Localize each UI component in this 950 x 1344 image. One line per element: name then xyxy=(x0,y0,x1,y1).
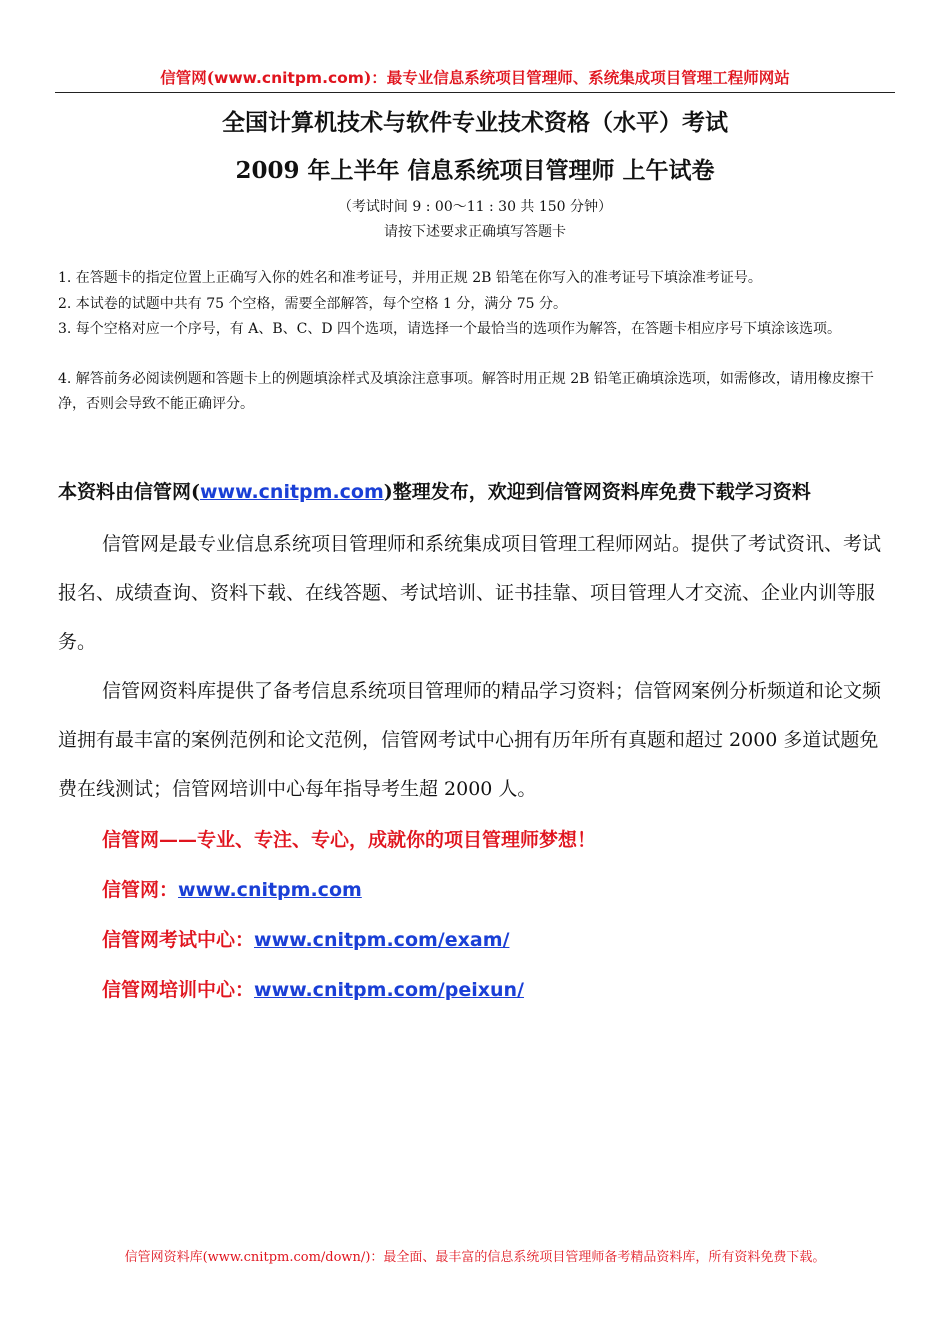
header-divider xyxy=(55,92,895,93)
exam-center-label: 信管网考试中心： xyxy=(102,929,255,951)
slogan-training-center xyxy=(102,975,524,1002)
instruction-note-4: 4. 解答前务必阅读例题和答题卡上的例题填涂样式及填涂注意事项。解答时用正规 2B 铅笔正确填涂选项，如需修改，请用橡皮擦干净，否则会导致不能正确评分。 xyxy=(58,371,874,412)
instruction-note-1: 1. 在答题卡的指定位置上正确写入你的姓名和准考证号，并用正规 2B 铅笔在你写入的准考证号下填涂准考证号。 xyxy=(58,270,762,286)
source-suffix: )整理发布，欢迎到信管网资料库免费下载学习资料 xyxy=(383,481,811,503)
page-header xyxy=(0,66,950,88)
instruction-note-3: 3. 每个空格对应一个序号，有 A、B、C、D 四个选项，请选择一个最恰当的选项作为解答，在答题卡相应序号下填涂该选项。 xyxy=(58,321,842,337)
site-label: 信管网： xyxy=(102,879,179,901)
intro-paragraph: 信管网是最专业信息系统项目管理师和系统集成项目管理工程师网站。提供了考试资讯、考试报名、成绩查询、资料下载、在线答题、考试培训、证书挂靠、项目管理人才交流、企业内训等服务。 xyxy=(58,533,882,653)
training-center-link[interactable]: www.cnitpm.com/peixun/ xyxy=(254,979,524,1001)
header-site-link[interactable]: www.cnitpm.com xyxy=(214,69,364,87)
site-link[interactable]: www.cnitpm.com xyxy=(178,879,362,901)
header-site-name: 信管网( xyxy=(160,68,215,87)
instruction-note-2: 2. 本试卷的试题中共有 75 个空格，需要全部解答，每个空格 1 分，满分 75 分。 xyxy=(58,296,568,312)
paper-title: 2009 年上半年 信息系统项目管理师 上午试卷 xyxy=(235,157,715,184)
page-footer: 信管网资料库(www.cnitpm.com/down/)：最全面、最丰富的信息系统项目管理师备考精品资料库，所有资料免费下载。 xyxy=(124,1250,826,1265)
exam-title: 全国计算机技术与软件专业技术资格（水平）考试 xyxy=(222,109,728,136)
training-center-label: 信管网培训中心： xyxy=(102,979,255,1001)
exam-center-link[interactable]: www.cnitpm.com/exam/ xyxy=(254,929,510,951)
resources-paragraph: 信管网资料库提供了备考信息系统项目管理师的精品学习资料；信管网案例分析频道和论文频道拥有最丰富的案例范例和论文范例，信管网考试中心拥有历年所有真题和超过 2000 多道试题免费在线测试；信管网培训中心每年指导考生超 2000 人。 xyxy=(58,680,882,800)
answer-sheet-instruction: 请按下述要求正确填写答题卡 xyxy=(384,224,566,240)
header-tagline: )：最专业信息系统项目管理师、系统集成项目管理工程师网站 xyxy=(363,68,790,87)
source-statement xyxy=(58,477,898,504)
slogan-motto: 信管网——专业、专注、专心，成就你的项目管理师梦想！ xyxy=(102,829,597,851)
slogan-site xyxy=(102,875,362,902)
source-link[interactable]: www.cnitpm.com xyxy=(200,481,384,503)
exam-time: （考试时间 9 : 00～11 : 30 共 150 分钟） xyxy=(337,199,613,215)
slogan-exam-center xyxy=(102,925,509,952)
source-prefix: 本资料由信管网( xyxy=(58,481,200,503)
